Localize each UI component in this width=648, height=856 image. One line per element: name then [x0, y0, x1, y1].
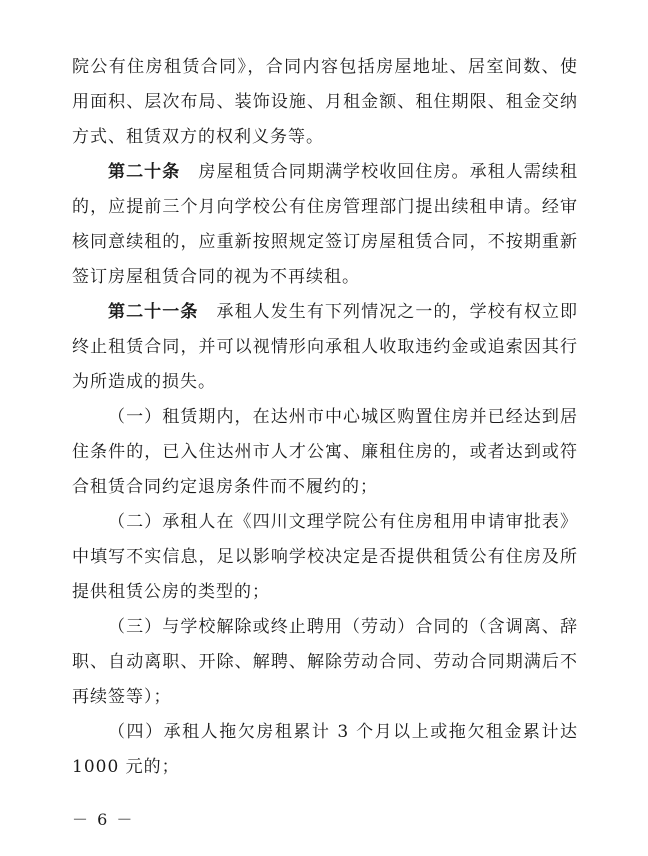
clause-4	[72, 715, 578, 785]
article-21-heading: 第二十一条	[108, 302, 199, 322]
clause-4-text: （四）承租人拖欠房租累计 3 个月以上或拖欠租金累计达 1000 元的；	[72, 722, 578, 777]
clause-3-text: （三）与学校解除或终止聘用（劳动）合同的（含调离、辞职、自动离职、开除、解聘、解除劳动合同、劳动合同期满后不再续签等）；	[72, 617, 578, 707]
document-body	[72, 50, 578, 785]
article-21	[72, 295, 578, 400]
article-20-text: 房屋租赁合同期满学校收回住房。承租人需续租的，应提前三个月向学校公有住房管理部门提出续租申请。经审核同意续租的，应重新按照规定签订房屋租赁合同，不按期重新签订房屋租赁合同的视为不再续租。	[72, 162, 579, 287]
paragraph-text: 院公有住房租赁合同》，合同内容包括房屋地址、居室间数、使用面积、层次布局、装饰设施、月租金额、租住期限、租金交纳方式、租赁双方的权利义务等。	[72, 57, 578, 147]
article-20-heading: 第二十条	[108, 162, 181, 182]
article-20	[72, 155, 578, 295]
clause-2	[72, 505, 578, 610]
clause-1-text: （一）租赁期内，在达州市中心城区购置住房并已经达到居住条件的，已入住达州市人才公寓、廉租住房的，或者达到或符合租赁合同约定退房条件而不履约的；	[72, 407, 578, 497]
paragraph-lease-contract-contents	[72, 50, 578, 155]
clause-1	[72, 400, 578, 505]
article-21-text: 承租人发生有下列情况之一的，学校有权立即终止租赁合同，并可以视情形向承租人收取违约金或追索因其行为所造成的损失。	[72, 302, 579, 392]
clause-3	[72, 610, 578, 715]
clause-2-text: （二）承租人在《四川文理学院公有住房租用申请审批表》中填写不实信息，足以影响学校决定是否提供租赁公有住房及所提供租赁公房的类型的；	[72, 512, 578, 602]
page-number: － 6 －	[72, 810, 135, 829]
